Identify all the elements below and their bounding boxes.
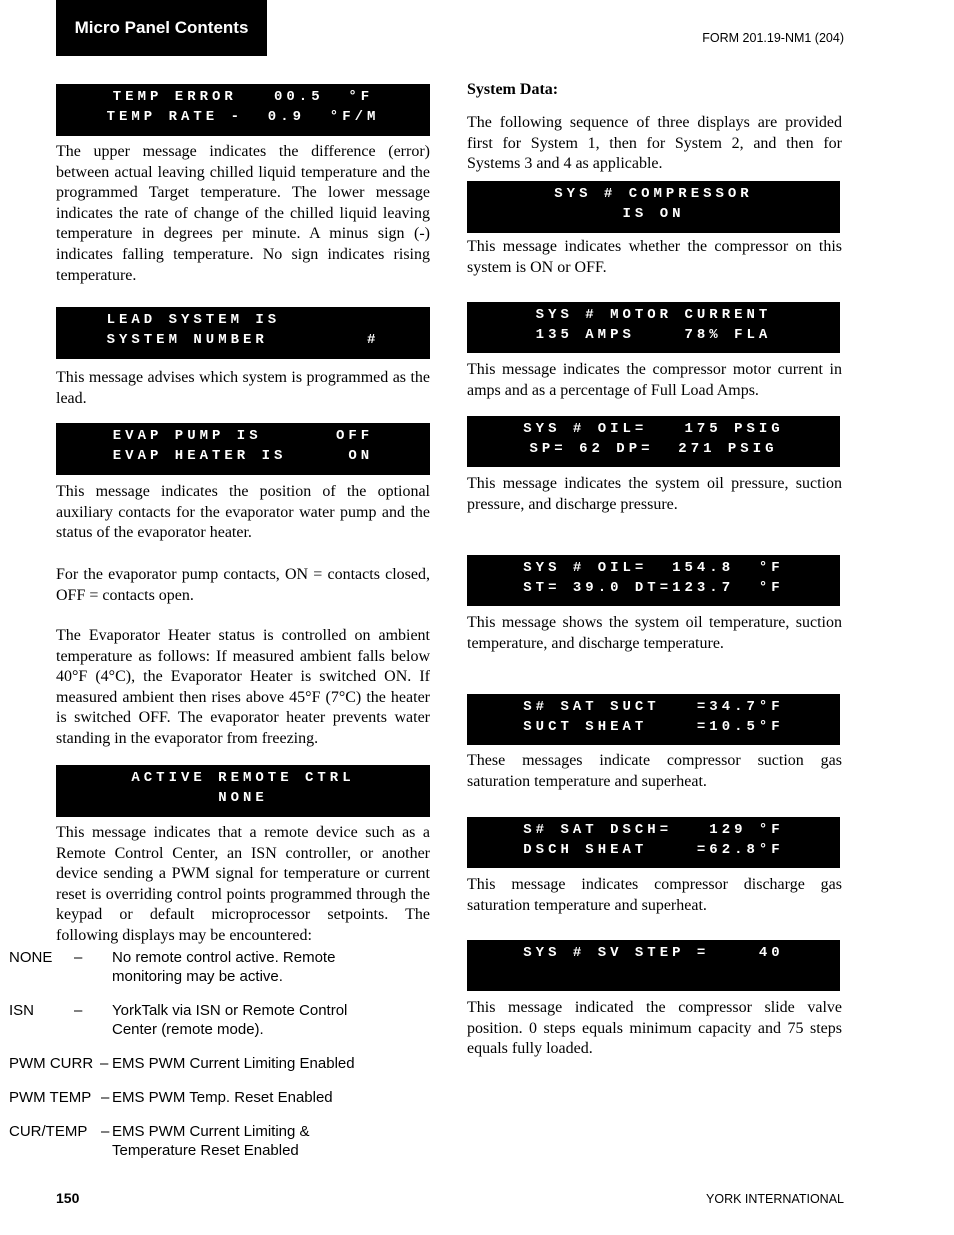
system-data-heading: System Data: — [467, 81, 559, 98]
paragraph-pump-contacts: For the evaporator pump contacts, ON = contacts closed, OFF = contacts open. — [56, 566, 430, 604]
paragraph-evap-pump: This message indicates the position of the optional auxiliary contacts for the evaporator water pump and the status of the evaporator heater. — [56, 483, 430, 542]
list-dash: – — [74, 949, 83, 966]
paragraph-discharge-superheat: This message indicates compressor discharge gas saturation temperature and superheat. — [467, 876, 842, 914]
paragraph-motor-current: This message indicates the compressor motor current in amps and as a percentage of Full Load Amps. — [467, 361, 842, 399]
paragraph-oil-pressure: This message indicates the system oil pressure, suction pressure, and discharge pressure. — [467, 475, 842, 513]
display-oil-temperature — [467, 555, 840, 606]
list-description: EMS PWM Current Limiting & Temperature Reset Enabled — [112, 1123, 310, 1159]
list-description: YorkTalk via ISN or Remote Control Center (remote mode). — [112, 1002, 348, 1038]
list-dash: – — [74, 1002, 83, 1019]
form-number: FORM 201.19-NM1 (204) — [702, 31, 844, 45]
display-line: TEMP ERROR 00.5 °F — [112, 89, 374, 105]
list-term: CUR/TEMP — [9, 1123, 88, 1140]
paragraph-system-sequence: The following sequence of three displays are provided first for System 1, then for System 2, and then for Systems 3 and 4 as applicable. — [467, 114, 842, 173]
list-term: NONE — [9, 949, 53, 966]
display-line: SYSTEM NUMBER # — [106, 332, 380, 348]
display-line: SYS # COMPRESSOR — [554, 186, 753, 202]
display-line: SP= 62 DP= 271 PSIG — [529, 441, 778, 457]
list-term: ISN — [9, 1002, 35, 1019]
display-oil-pressure — [467, 416, 840, 467]
display-discharge-superheat — [467, 817, 840, 868]
paragraph-compressor-status: This message indicates whether the compressor on this system is ON or OFF. — [467, 238, 842, 276]
section-title-tab: Micro Panel Contents — [56, 0, 267, 56]
display-line: EVAP HEATER IS ON — [112, 448, 374, 464]
display-line: ST= 39.0 DT=123.7 °F — [523, 580, 784, 596]
display-line: SYS # SV STEP = 40 — [523, 945, 784, 961]
list-dash: – — [101, 1123, 110, 1140]
paragraph-evap-heater: The Evaporator Heater status is controlled on ambient temperature as follows: If measured ambient falls below 40°F (4°C), the Evaporator Heater is switched ON. If measured ambient then rises above 45°F (7°C) the heater is switched OFF. The evaporator heater prevents water standing in the evaporator from freezing. — [56, 627, 430, 747]
display-line: NONE — [218, 790, 268, 806]
display-active-remote — [56, 765, 430, 817]
display-line: TEMP RATE - 0.9 °F/M — [106, 109, 380, 125]
display-motor-current — [467, 302, 840, 353]
display-suction-superheat — [467, 694, 840, 745]
display-line: SYS # MOTOR CURRENT — [535, 307, 772, 323]
paragraph-lead-system: This message advises which system is programmed as the lead. — [56, 369, 430, 407]
display-line: SYS # OIL= 154.8 °F — [523, 560, 784, 576]
list-dash: – — [100, 1055, 109, 1072]
display-compressor-status — [467, 181, 840, 233]
display-line: S# SAT SUCT =34.7°F — [523, 699, 784, 715]
display-line — [467, 963, 840, 983]
display-line: ACTIVE REMOTE CTRL — [131, 770, 355, 786]
display-line: EVAP PUMP IS OFF — [112, 428, 374, 444]
display-slide-valve-step — [467, 940, 840, 991]
display-line: S# SAT DSCH= 129 °F — [523, 822, 784, 838]
display-line: IS ON — [622, 206, 685, 222]
page-number: 150 — [56, 1190, 80, 1206]
list-term: PWM TEMP — [9, 1089, 92, 1106]
display-evap-pump — [56, 423, 430, 475]
paragraph-remote-control: This message indicates that a remote device such as a Remote Control Center, an ISN controller, or another device sending a PWM signal for temperature or current reset is overriding control points programmed through the keypad or default microprocessor setpoints. The following displays may be encountered: — [56, 824, 430, 944]
list-dash: – — [101, 1089, 110, 1106]
paragraph-oil-temperature: This message shows the system oil temperature, suction temperature, and discharge temperature. — [467, 614, 842, 652]
display-line: SYS # OIL= 175 PSIG — [523, 421, 784, 437]
list-term: PWM CURR — [9, 1055, 94, 1072]
paragraph-slide-valve: This message indicated the compressor slide valve position. 0 steps equals minimum capacity and 75 steps equals fully loaded. — [467, 999, 842, 1058]
list-description: No remote control active. Remote monitoring may be active. — [112, 949, 336, 985]
paragraph-temp-error: The upper message indicates the difference (error) between actual leaving chilled liquid temperature and the programmed Target temperature. The lower message indicates the rate of change of the chilled liquid leaving temperature in degrees per minute. A minus sign (-) indicates falling temperature. No sign indicates rising temperature. — [56, 143, 430, 284]
display-line: LEAD SYSTEM IS — [106, 312, 380, 328]
list-description: EMS PWM Current Limiting Enabled — [112, 1055, 355, 1072]
display-line: 135 AMPS 78% FLA — [535, 327, 772, 343]
list-description: EMS PWM Temp. Reset Enabled — [112, 1089, 333, 1106]
display-temp-error — [56, 84, 430, 136]
display-line: DSCH SHEAT =62.8°F — [523, 842, 784, 858]
display-line: SUCT SHEAT =10.5°F — [523, 719, 784, 735]
display-lead-system — [56, 307, 430, 359]
company-name: YORK INTERNATIONAL — [706, 1192, 844, 1206]
paragraph-suction-superheat: These messages indicate compressor suction gas saturation temperature and superheat. — [467, 752, 842, 790]
